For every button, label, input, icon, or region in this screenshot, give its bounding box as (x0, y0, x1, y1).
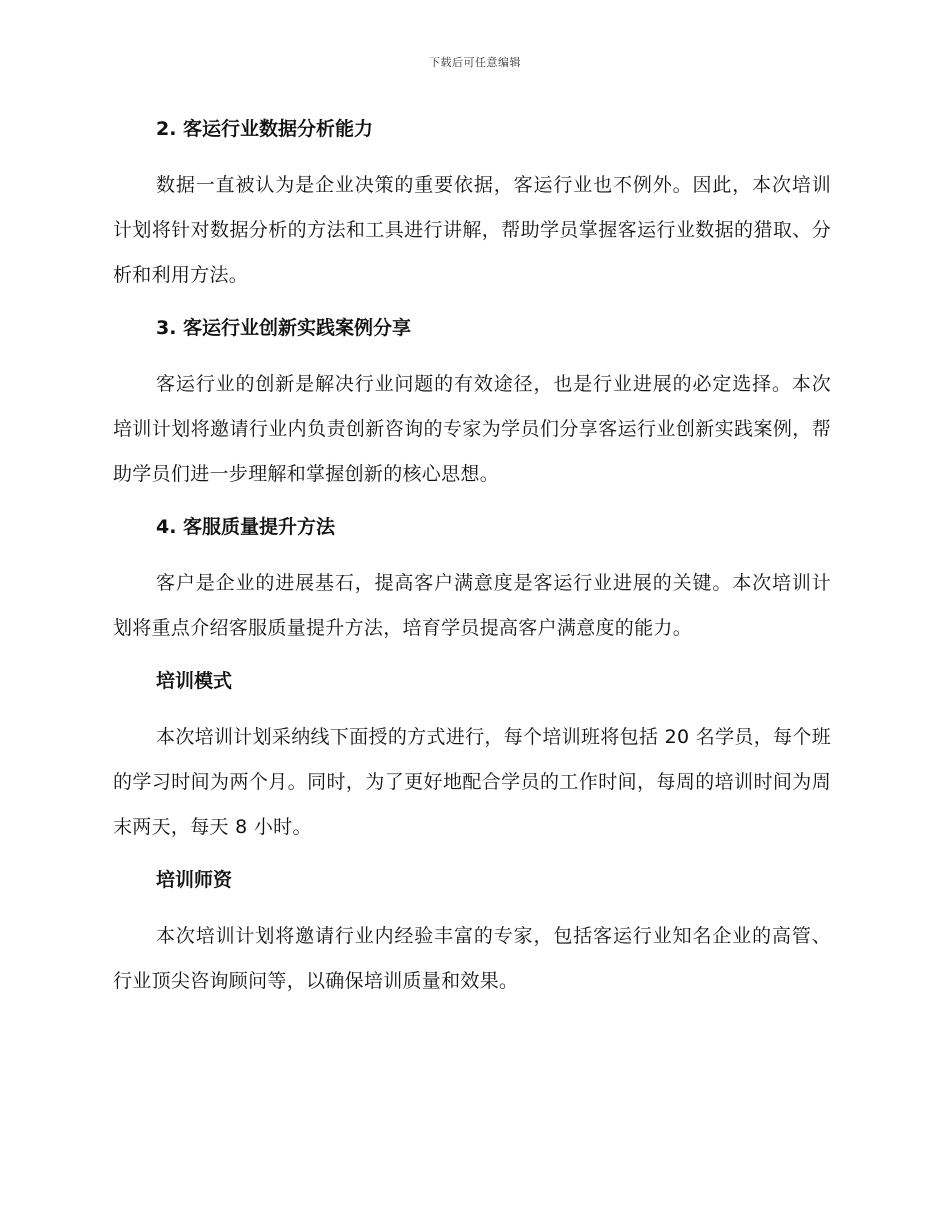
section-heading-data-analysis: 2. 客运行业数据分析能力 (156, 118, 374, 140)
section-body-data-analysis: 数据一直被认为是企业决策的重要依据，客运行业也不例外。因此，本次培训计划将针对数据分析的方法和工具进行讲解，帮助学员掌握客运行业数据的猎取、分析和利用方法。 (113, 174, 831, 286)
section-body-service-quality: 客户是企业的进展基石，提高客户满意度是客运行业进展的关键。本次培训计划将重点介绍客服质量提升方法，培育学员提高客户满意度的能力。 (113, 572, 831, 639)
section-heading-training-mode: 培训模式 (156, 670, 233, 692)
document-body (113, 112, 831, 1017)
section-body-innovation-cases: 客运行业的创新是解决行业问题的有效途径，也是行业进展的必定选择。本次培训计划将邀请行业内负责创新咨询的专家为学员们分享客运行业创新实践案例，帮助学员们进一步理解和掌握创新的核心思想。 (113, 373, 831, 485)
section-heading-trainers: 培训师资 (156, 869, 233, 891)
section-body-trainers: 本次培训计划将邀请行业内经验丰富的专家，包括客运行业知名企业的高管、行业顶尖咨询顾问等，以确保培训质量和效果。 (113, 925, 831, 992)
section-heading-service-quality: 4. 客服质量提升方法 (156, 516, 336, 538)
section-heading-innovation-cases: 3. 客运行业创新实践案例分享 (156, 317, 412, 339)
section-body-training-mode: 本次培训计划采纳线下面授的方式进行，每个培训班将包括 20 名学员，每个班的学习时间为两个月。同时，为了更好地配合学员的工作时间，每周的培训时间为周末两天，每天 8 小时。 (113, 726, 831, 838)
page-header: 下载后可任意编辑 (429, 56, 521, 69)
